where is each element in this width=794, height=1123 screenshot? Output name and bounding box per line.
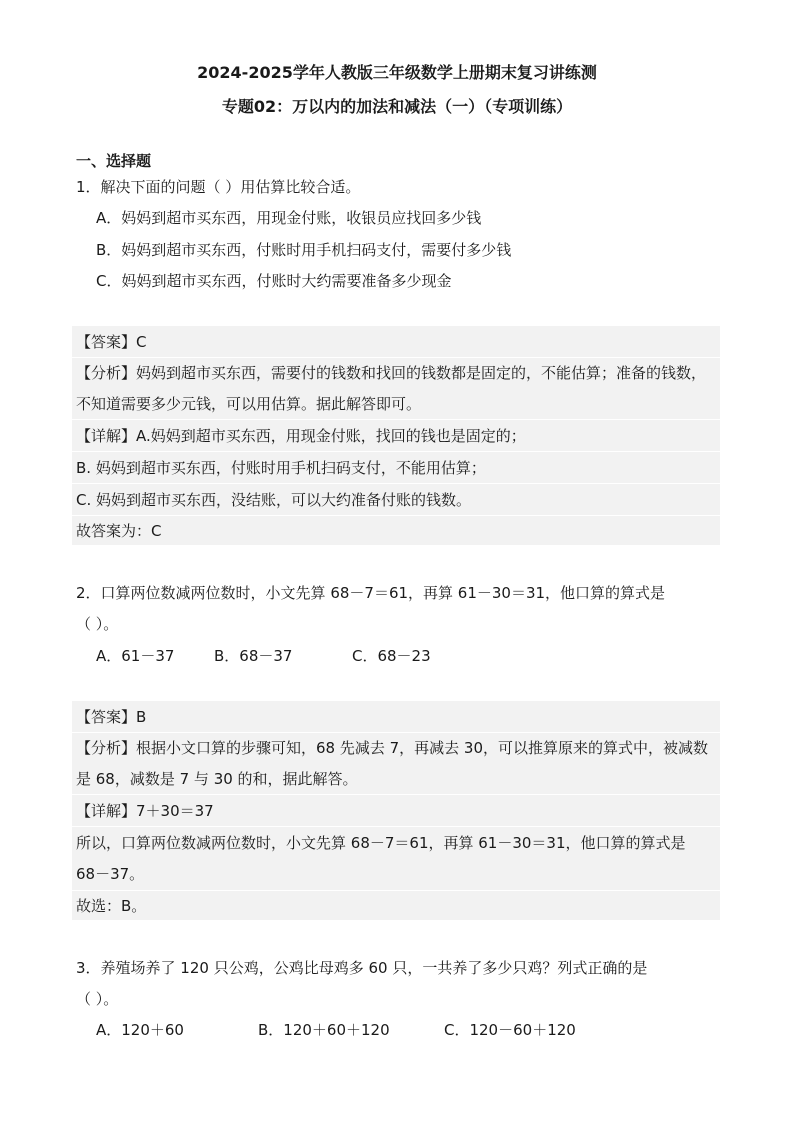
question-2-analysis: 【分析】根据小文口算的步骤可知，68 先减去 7，再减去 30，可以推算原来的算式中，被减数是 68，减数是 7 与 30 的和，据此解答。 bbox=[76, 739, 709, 788]
question-2-detail-line: 【详解】7＋30＝37 bbox=[76, 802, 214, 820]
question-2-solution bbox=[72, 701, 720, 920]
question-2-answer: 【答案】B bbox=[76, 708, 147, 726]
question-1-solution bbox=[72, 326, 720, 545]
question-2-blank: （ ）。 bbox=[76, 615, 119, 633]
question-3-blank: （ ）。 bbox=[76, 990, 119, 1008]
question-1-analysis: 【分析】妈妈到超市买东西，需要付的钱数和找回的钱数都是固定的，不能估算；准备的钱数，不知道需要多少元钱，可以用估算。据此解答即可。 bbox=[76, 364, 707, 413]
document-title: 2024-2025学年人教版三年级数学上册期末复习讲练测 bbox=[197, 63, 597, 82]
question-2-conclusion: 故选：B。 bbox=[76, 897, 147, 915]
question-1-detail-line: B. 妈妈到超市买东西，付账时用手机扫码支付，不能用估算； bbox=[76, 459, 486, 477]
question-3-option-c: C．120－60＋120 bbox=[444, 1021, 576, 1039]
question-2-detail-line: 所以，口算两位数减两位数时，小文先算 68－7＝61，再算 61－30＝31，他口算的算式是 bbox=[76, 834, 686, 852]
question-3-option-b: B．120＋60＋120 bbox=[258, 1021, 390, 1039]
question-2-stem: 2．口算两位数减两位数时，小文先算 68－7＝61，再算 61－30＝31，他口算的算式是 bbox=[76, 584, 666, 602]
question-1-option-c: C．妈妈到超市买东西，付账时大约需要准备多少现金 bbox=[96, 272, 452, 290]
question-1-detail-line: 【详解】A.妈妈到超市买东西，用现金付账，找回的钱也是固定的； bbox=[76, 427, 526, 445]
question-1-option-a: A．妈妈到超市买东西，用现金付账，收银员应找回多少钱 bbox=[96, 209, 482, 227]
question-2-option-c: C．68－23 bbox=[352, 647, 431, 665]
question-1-conclusion: 故答案为：C bbox=[76, 522, 162, 540]
question-3-option-a: A．120＋60 bbox=[96, 1021, 184, 1039]
document-subtitle: 专题02：万以内的加法和减法（一）（专项训练） bbox=[221, 97, 573, 116]
question-3-stem: 3．养殖场养了 120 只公鸡，公鸡比母鸡多 60 只，一共养了多少只鸡？列式正确的是 bbox=[76, 959, 648, 977]
question-1-detail-line: C. 妈妈到超市买东西，没结账，可以大约准备付账的钱数。 bbox=[76, 491, 472, 509]
question-1-answer: 【答案】C bbox=[76, 333, 147, 351]
question-2-option-b: B．68－37 bbox=[214, 647, 293, 665]
question-2-option-a: A．61－37 bbox=[96, 647, 175, 665]
question-2-detail-line: 68－37。 bbox=[76, 865, 145, 883]
section-heading: 一、选择题 bbox=[76, 152, 152, 170]
question-1-option-b: B．妈妈到超市买东西，付账时用手机扫码支付，需要付多少钱 bbox=[96, 241, 512, 259]
question-1-stem: 1．解决下面的问题（ ）用估算比较合适。 bbox=[76, 178, 361, 196]
